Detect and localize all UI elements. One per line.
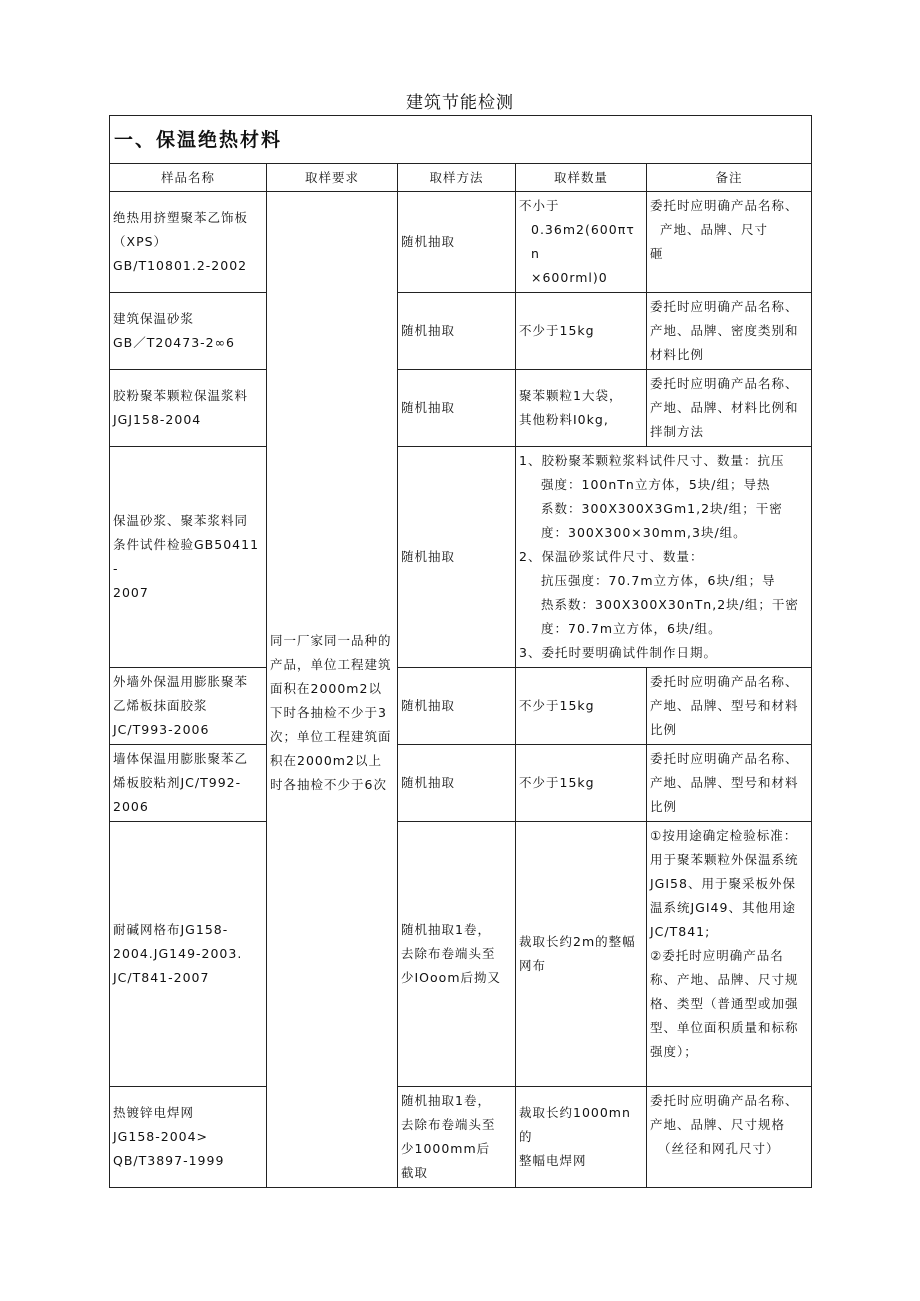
table-row — [110, 370, 812, 447]
quantity-cell: 不小于 0.36m2(600πτn ×600rml)0 — [516, 192, 647, 293]
sample-name-cell: 建筑保温砂浆 GB／T20473-2∞6 — [110, 293, 267, 370]
table-row — [110, 447, 812, 668]
quantity-cell: 聚苯颗粒1大袋， 其他粉料I0kg, — [516, 370, 647, 447]
remark-cell: 委托时应明确产品名称、 产地、品牌、型号和材料 比例 — [647, 668, 812, 745]
document-title: 建筑节能检测 — [406, 93, 514, 113]
table-header-row — [110, 164, 812, 192]
header-remarks: 备注 — [647, 164, 812, 192]
header-sampling-quantity: 取样数量 — [516, 164, 647, 192]
sample-name-cell: 保温砂浆、聚苯浆料同 条件试件检验GB50411- 2007 — [110, 447, 267, 668]
header-sampling-method: 取样方法 — [398, 164, 516, 192]
quantity-cell: 不少于15kg — [516, 668, 647, 745]
remark-cell: 委托时应明确产品名称、 产地、品牌、型号和材料 比例 — [647, 745, 812, 822]
specimen-detail-cell: 1、胶粉聚苯颗粒浆料试件尺寸、数量：抗压 强度：100nTn立方体，5块/组；导热 系数：300X300X3Gm1,2块/组；干密 度：300X300×30mm,3块/组。 2、保温砂浆试件尺寸、数量： 抗压强度：70.7m立方体，6块/组；导 热系数：300X300X30nTn,2块/组；干密 度：70.7m立方体，6块/组。 3、委托时要明确试件制作日期。 — [516, 447, 812, 668]
remark-cell: 委托时应明确产品名称、 产地、品牌、密度类别和 材料比例 — [647, 293, 812, 370]
quantity-cell: 裁取长约2m的整幅 网布 — [516, 822, 647, 1087]
section-title: 一、保温绝热材料 — [110, 116, 812, 164]
sample-name-cell: 墙体保温用膨胀聚苯乙 烯板胶粘剂JC/T992- 2006 — [110, 745, 267, 822]
method-cell: 随机抽取 — [398, 668, 516, 745]
method-cell: 随机抽取 — [398, 447, 516, 668]
quantity-cell: 不少于15kg — [516, 293, 647, 370]
sampling-table — [109, 115, 812, 1188]
remark-cell: 委托时应明确产品名称、 产地、品牌、材料比例和 拌制方法 — [647, 370, 812, 447]
sample-name-cell: 外墙外保温用膨胀聚苯 乙烯板抹面胶浆 JC/T993-2006 — [110, 668, 267, 745]
table-row — [110, 192, 812, 293]
header-sampling-requirement: 取样要求 — [267, 164, 398, 192]
method-cell: 随机抽取 — [398, 293, 516, 370]
common-requirement-cell: 同一厂家同一品种的产品，单位工程建筑面积在2000m2以下时各抽检不少于3次；单位工程建筑面积在2000m2以上时各抽检不少于6次 — [267, 192, 398, 1188]
remark-cell: 委托时应明确产品名称、 产地、品牌、尺寸规格 （丝径和网孔尺寸） — [647, 1087, 812, 1188]
sample-name-cell: 耐碱网格布JG158- 2004.JG149-2003. JC/T841-2007 — [110, 822, 267, 1087]
method-cell: 随机抽取 — [398, 745, 516, 822]
sample-name-cell: 胶粉聚苯颗粒保温浆料 JGJ158-2004 — [110, 370, 267, 447]
remark-cell: ①按用途确定检验标准： 用于聚苯颗粒外保温系统 JGI58、用于聚采板外保 温系统JGI49、其他用途 JC/T841; ②委托时应明确产品名 称、产地、品牌、尺寸规 格、类型（普通型或加强 型、单位面积质量和标称 强度）； — [647, 822, 812, 1087]
sample-name-cell: 热镀锌电焊网 JG158-2004> QB/T3897-1999 — [110, 1087, 267, 1188]
quantity-cell: 不少于15kg — [516, 745, 647, 822]
method-cell: 随机抽取 — [398, 370, 516, 447]
table-row — [110, 293, 812, 370]
method-cell: 随机抽取1卷， 去除布卷端头至 少1000mm后 截取 — [398, 1087, 516, 1188]
method-cell: 随机抽取1卷， 去除布卷端头至 少IOoom后拗又 — [398, 822, 516, 1087]
table-row — [110, 745, 812, 822]
quantity-cell: 裁取长约1000mn的 整幅电焊网 — [516, 1087, 647, 1188]
table-row — [110, 668, 812, 745]
header-sample-name: 样品名称 — [110, 164, 267, 192]
table-row — [110, 1087, 812, 1188]
table-row — [110, 822, 812, 1087]
method-cell: 随机抽取 — [398, 192, 516, 293]
sample-name-cell: 绝热用挤塑聚苯乙饰板 （XPS） GB/T10801.2-2002 — [110, 192, 267, 293]
remark-cell: 委托时应明确产品名称、 产地、品牌、尺寸 砸 — [647, 192, 812, 293]
